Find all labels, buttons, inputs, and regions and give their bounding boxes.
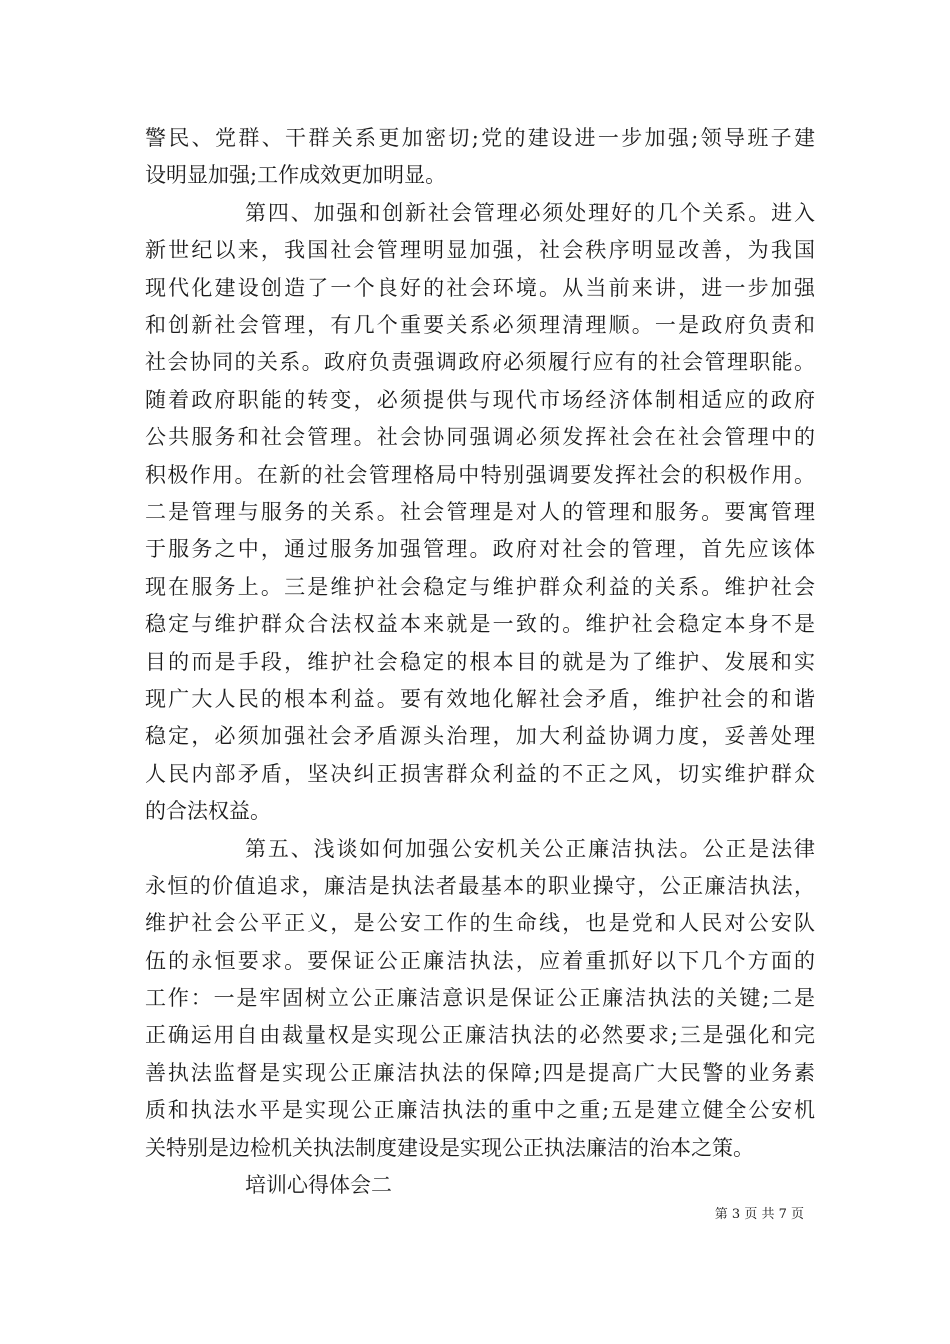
text-line: 维护社会公平正义，是公安工作的生命线，也是党和人民对公安队 xyxy=(145,911,815,935)
text-line: 设明显加强;工作成效更加明显。 xyxy=(145,163,447,187)
text-line: 正确运用自由裁量权是实现公正廉洁执法的必然要求;三是强化和完 xyxy=(145,1023,815,1047)
text-line: 社会协同的关系。政府负责强调政府必须履行应有的社会管理职能。 xyxy=(145,350,815,374)
paragraph-heading-line: 第五、浅谈如何加强公安机关公正廉洁执法。公正是法律 xyxy=(245,837,815,861)
text-line: 新世纪以来，我国社会管理明显加强，社会秩序明显改善，为我国 xyxy=(145,238,815,262)
text-line: 的合法权益。 xyxy=(145,799,271,823)
text-line: 二是管理与服务的关系。社会管理是对人的管理和服务。要寓管理 xyxy=(145,500,815,524)
text-line: 和创新社会管理，有几个重要关系必须理清理顺。一是政府负责和 xyxy=(145,313,815,337)
text-line: 关特别是边检机关执法制度建设是实现公正执法廉洁的治本之策。 xyxy=(145,1136,754,1160)
text-line: 目的而是手段，维护社会稳定的根本目的就是为了维护、发展和实 xyxy=(145,650,815,674)
text-line: 现在服务上。三是维护社会稳定与维护群众利益的关系。维护社会 xyxy=(145,575,815,599)
text-line: 稳定，必须加强社会矛盾源头治理，加大利益协调力度，妥善处理 xyxy=(145,724,815,748)
text-line: 警民、党群、干群关系更加密切;党的建设进一步加强;领导班子建 xyxy=(145,126,815,150)
text-line: 工作：一是牢固树立公正廉洁意识是保证公正廉洁执法的关键;二是 xyxy=(145,986,815,1010)
text-line: 伍的永恒要求。要保证公正廉洁执法，应着重抓好以下几个方面的 xyxy=(145,949,815,973)
text-line: 随着政府职能的转变，必须提供与现代市场经济体制相适应的政府 xyxy=(145,388,815,412)
text-line: 人民内部矛盾，坚决纠正损害群众利益的不正之风，切实维护群众 xyxy=(145,762,815,786)
page-number: 第 3 页 共 7 页 xyxy=(714,1207,804,1222)
text-line: 积极作用。在新的社会管理格局中特别强调要发挥社会的积极作用。 xyxy=(145,463,815,487)
text-line: 公共服务和社会管理。社会协同强调必须发挥社会在社会管理中的 xyxy=(145,425,815,449)
text-line: 于服务之中，通过服务加强管理。政府对社会的管理，首先应该体 xyxy=(145,537,815,561)
text-line: 善执法监督是实现公正廉洁执法的保障;四是提高广大民警的业务素 xyxy=(145,1061,815,1085)
text-line: 质和执法水平是实现公正廉洁执法的重中之重;五是建立健全公安机 xyxy=(145,1098,815,1122)
paragraph-heading-line: 第四、加强和创新社会管理必须处理好的几个关系。进入 xyxy=(245,201,815,225)
section-heading: 培训心得体会二 xyxy=(245,1173,392,1197)
text-line: 永恒的价值追求，廉洁是执法者最基本的职业操守，公正廉洁执法， xyxy=(145,874,815,898)
text-line: 现代化建设创造了一个良好的社会环境。从当前来讲，进一步加强 xyxy=(145,276,815,300)
text-line: 稳定与维护群众合法权益本来就是一致的。维护社会稳定本身不是 xyxy=(145,612,815,636)
text-line: 现广大人民的根本利益。要有效地化解社会矛盾，维护社会的和谐 xyxy=(145,687,815,711)
